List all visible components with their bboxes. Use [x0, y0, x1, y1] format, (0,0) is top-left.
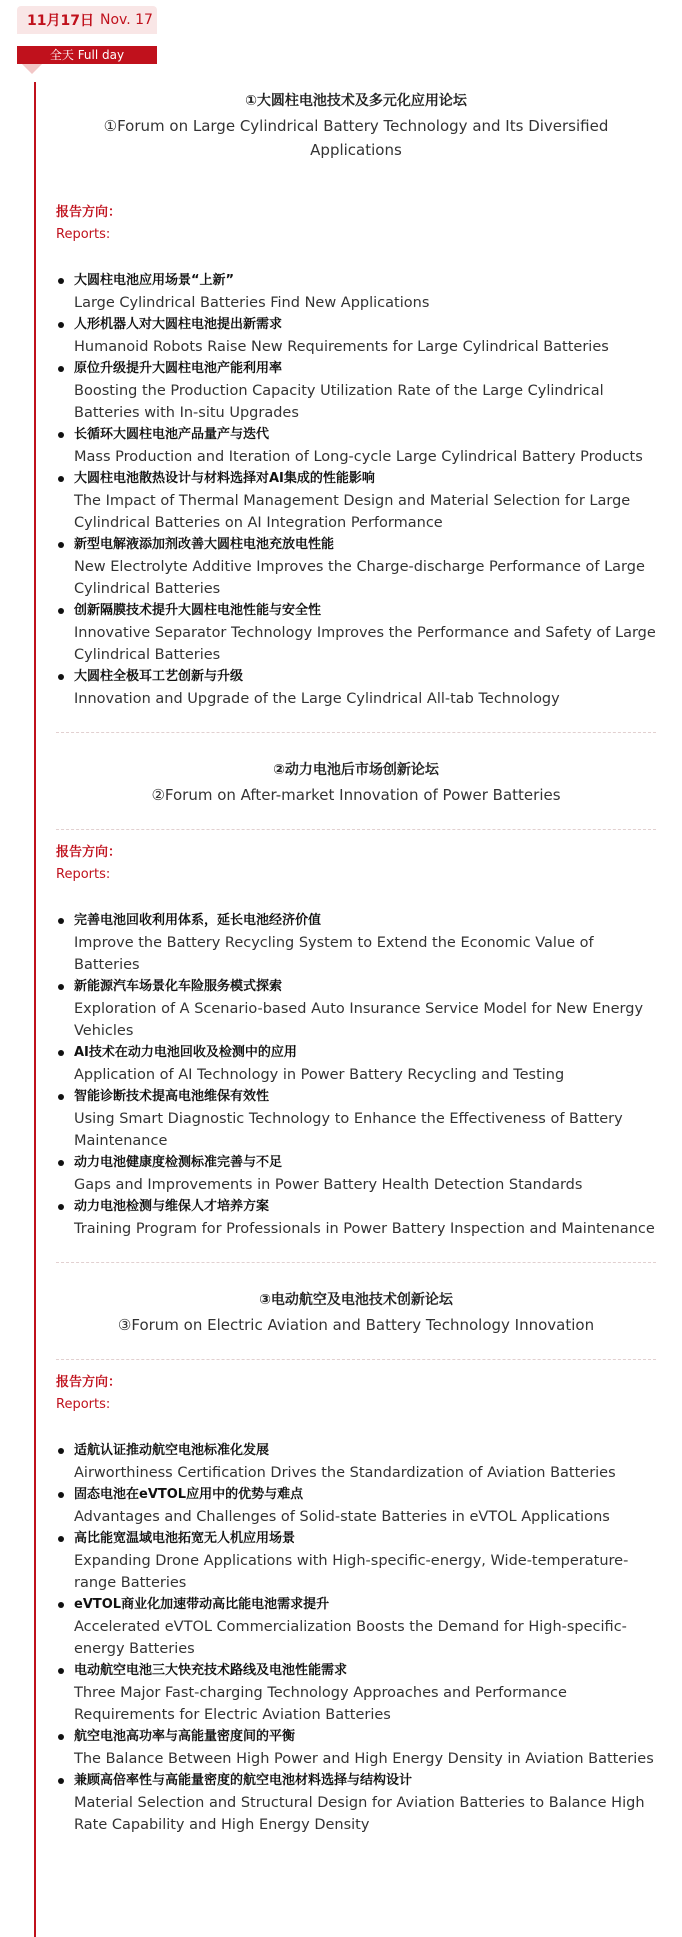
reports-heading — [56, 202, 656, 246]
report-list — [56, 1440, 656, 1836]
forum-section — [56, 90, 656, 710]
forum-title-en: ②Forum on After-market Innovation of Power Batteries — [151, 786, 561, 804]
item-en: Gaps and Improvements in Power Battery Health Detection Standards — [74, 1177, 583, 1193]
item-zh: 动力电池检测与维保人才培养方案 — [74, 1199, 270, 1214]
date-zh: 11月17日 — [27, 13, 94, 29]
list-item — [56, 1770, 656, 1836]
list-item — [56, 1660, 656, 1726]
item-zh: 航空电池高功率与高能量密度间的平衡 — [74, 1729, 296, 1744]
list-item — [56, 1594, 656, 1660]
item-en: Large Cylindrical Batteries Find New Applications — [74, 295, 430, 311]
timeline-line — [34, 82, 36, 1937]
item-zh: 大圆柱全极耳工艺创新与升级 — [74, 669, 244, 684]
report-list — [56, 270, 656, 710]
item-en: Accelerated eVTOL Commercialization Boosts the Demand for High-specific-energy Batteries — [74, 1619, 627, 1657]
item-zh: 新能源汽车场景化车险服务模式探索 — [74, 979, 283, 994]
section-divider — [56, 829, 656, 830]
item-en: Boosting the Production Capacity Utilization Rate of the Large Cylindrical Batteries with In-situ Upgrades — [74, 383, 604, 421]
date-en: Nov. 17 — [99, 12, 153, 28]
item-zh: 兼顾高倍率性与高能量密度的航空电池材料选择与结构设计 — [74, 1773, 413, 1788]
reports-label-zh: 报告方向： — [56, 205, 122, 220]
list-item — [56, 314, 656, 358]
item-zh: 创新隔膜技术提升大圆柱电池性能与安全性 — [74, 603, 322, 618]
item-zh: 原位升级提升大圆柱电池产能利用率 — [74, 361, 283, 376]
reports-label-en: Reports: — [56, 867, 111, 882]
item-en: Material Selection and Structural Design for Aviation Batteries to Balance High Rate Capability and High Energy Density — [74, 1795, 645, 1833]
item-zh: 人形机器人对大圆柱电池提出新需求 — [74, 317, 283, 332]
item-en: Expanding Drone Applications with High-specific-energy, Wide-temperature-range Batteries — [74, 1553, 629, 1591]
forum-section — [56, 759, 656, 1240]
reports-label-zh: 报告方向： — [56, 845, 122, 860]
section-divider — [56, 732, 656, 733]
item-zh: 大圆柱电池散热设计与材料选择对AI集成的性能影响 — [74, 471, 375, 486]
item-zh: eVTOL商业化加速带动高比能电池需求提升 — [74, 1597, 330, 1612]
forum-title-en: ③Forum on Electric Aviation and Battery Technology Innovation — [117, 1316, 595, 1334]
list-item — [56, 600, 656, 666]
item-zh: 大圆柱电池应用场景“上新” — [74, 273, 235, 288]
item-zh: 长循环大圆柱电池产品量产与迭代 — [74, 427, 270, 442]
reports-heading — [56, 842, 656, 886]
item-en: Mass Production and Iteration of Long-cycle Large Cylindrical Battery Products — [74, 449, 643, 465]
forum-title — [56, 759, 656, 807]
reports-label-en: Reports: — [56, 227, 111, 242]
section-divider — [56, 1262, 656, 1263]
list-item — [56, 468, 656, 534]
reports-label-en: Reports: — [56, 1397, 111, 1412]
list-item — [56, 1528, 656, 1594]
forum-title-zh: ②动力电池后市场创新论坛 — [273, 762, 439, 778]
date-tab — [17, 6, 157, 34]
list-item — [56, 1196, 656, 1240]
list-item — [56, 976, 656, 1042]
item-en: Improve the Battery Recycling System to Extend the Economic Value of Batteries — [74, 935, 594, 973]
forum-title — [56, 1289, 656, 1337]
item-en: Using Smart Diagnostic Technology to Enhance the Effectiveness of Battery Maintenance — [74, 1111, 623, 1149]
item-zh: 完善电池回收利用体系，延长电池经济价值 — [74, 913, 322, 928]
item-zh: 高比能宽温域电池拓宽无人机应用场景 — [74, 1531, 296, 1546]
reports-label-zh: 报告方向： — [56, 1375, 122, 1390]
forum-title-en: ①Forum on Large Cylindrical Battery Technology and Its Diversified Applications — [103, 117, 609, 159]
list-item — [56, 666, 656, 710]
item-zh: 适航认证推动航空电池标准化发展 — [74, 1443, 270, 1458]
list-item — [56, 910, 656, 976]
item-en: The Balance Between High Power and High Energy Density in Aviation Batteries — [74, 1751, 654, 1767]
item-zh: 智能诊断技术提高电池维保有效性 — [74, 1089, 270, 1104]
item-en: Training Program for Professionals in Power Battery Inspection and Maintenance — [74, 1221, 655, 1237]
report-list — [56, 910, 656, 1240]
full-day-badge: 全天 Full day — [17, 46, 157, 64]
list-item — [56, 1042, 656, 1086]
forum-title-zh: ③电动航空及电池技术创新论坛 — [259, 1292, 453, 1308]
list-item — [56, 270, 656, 314]
forum-title-zh: ①大圆柱电池技术及多元化应用论坛 — [245, 93, 467, 109]
item-en: Advantages and Challenges of Solid-state Batteries in eVTOL Applications — [74, 1509, 610, 1525]
section-divider — [56, 1359, 656, 1360]
item-zh: AI技术在动力电池回收及检测中的应用 — [74, 1045, 297, 1060]
reports-heading — [56, 1372, 656, 1416]
list-item — [56, 1152, 656, 1196]
item-zh: 新型电解液添加剂改善大圆柱电池充放电性能 — [74, 537, 335, 552]
item-en: Three Major Fast-charging Technology Approaches and Performance Requirements for Electric Aviation Batteries — [74, 1685, 567, 1723]
item-en: Innovative Separator Technology Improves the Performance and Safety of Large Cylindrical Batteries — [74, 625, 656, 663]
pointer-triangle-icon — [22, 64, 42, 74]
list-item — [56, 358, 656, 424]
item-zh: 固态电池在eVTOL应用中的优势与难点 — [74, 1487, 304, 1502]
item-zh: 动力电池健康度检测标准完善与不足 — [74, 1155, 283, 1170]
item-en: Humanoid Robots Raise New Requirements for Large Cylindrical Batteries — [74, 339, 609, 355]
item-en: Airworthiness Certification Drives the Standardization of Aviation Batteries — [74, 1465, 616, 1481]
item-en: Application of AI Technology in Power Battery Recycling and Testing — [74, 1067, 565, 1083]
list-item — [56, 1086, 656, 1152]
list-item — [56, 1484, 656, 1528]
item-en: The Impact of Thermal Management Design and Material Selection for Large Cylindrical Batteries on AI Integration Performance — [74, 493, 631, 531]
item-en: Exploration of A Scenario-based Auto Insurance Service Model for New Energy Vehicles — [74, 1001, 644, 1039]
forum-list — [56, 90, 656, 1836]
list-item — [56, 534, 656, 600]
item-zh: 电动航空电池三大快充技术路线及电池性能需求 — [74, 1663, 348, 1678]
list-item — [56, 1726, 656, 1770]
forum-section — [56, 1289, 656, 1836]
list-item — [56, 1440, 656, 1484]
item-en: Innovation and Upgrade of the Large Cylindrical All-tab Technology — [74, 691, 560, 707]
item-en: New Electrolyte Additive Improves the Charge-discharge Performance of Large Cylindrical Batteries — [74, 559, 645, 597]
list-item — [56, 424, 656, 468]
forum-title — [56, 90, 656, 162]
